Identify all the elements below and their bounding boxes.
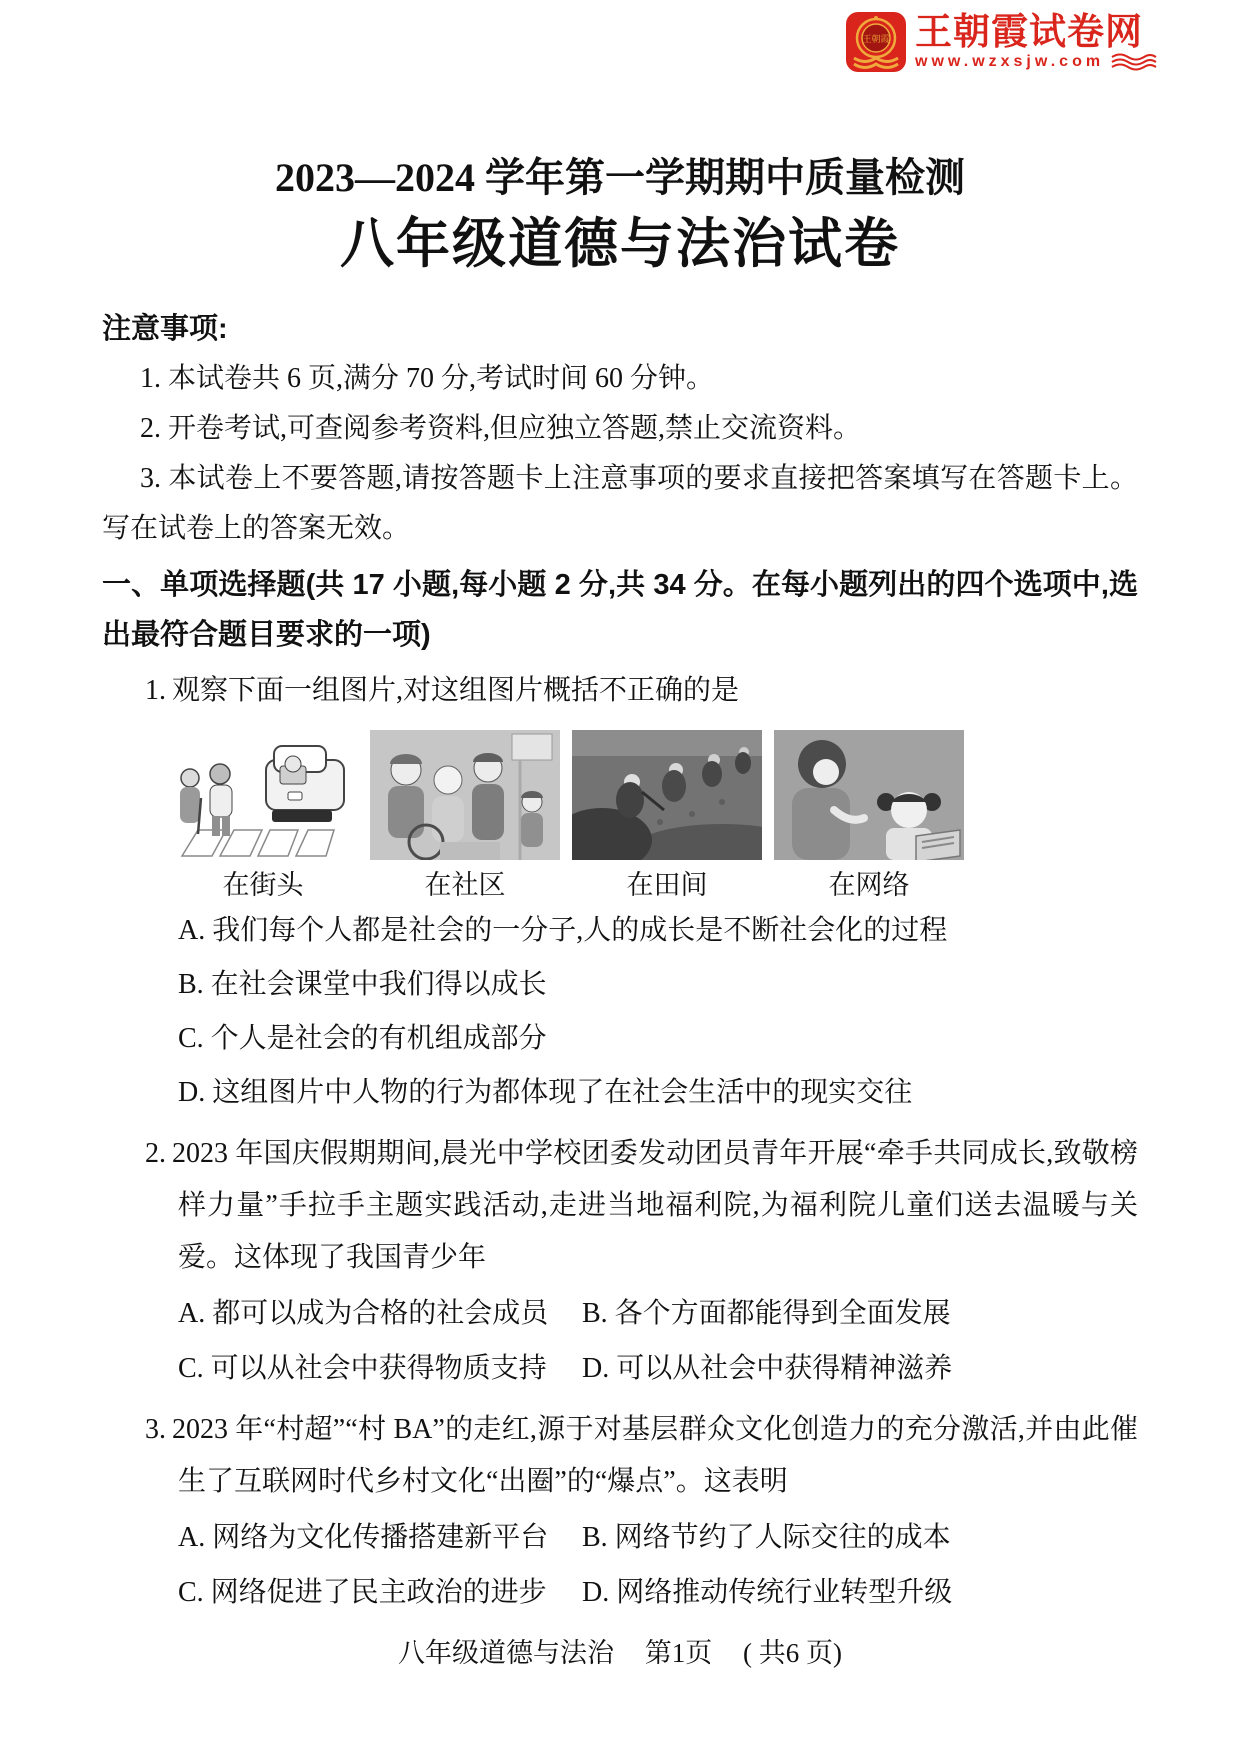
picture-field-caption: 在田间 [626, 870, 708, 900]
question-3-option-c: C. 网络促进了民主政治的进步 [178, 1577, 547, 1608]
picture-online-caption: 在网络 [828, 870, 910, 900]
svg-text:王朝霞: 王朝霞 [862, 34, 890, 44]
question-1-option-d: D. 这组图片中人物的行为都体现了在社会生活中的现实交往 [178, 1077, 913, 1108]
footer-page-total: ( 共6 页) [743, 1638, 842, 1668]
section1-heading: 一、单项选择题(共 17 小题,每小题 2 分,共 34 分。在每小题列出的四个选项中,选出最符合题目要求的一项) [102, 569, 1138, 651]
question-2-stem: 2023 年国庆假期期间,晨光中学校团委发动团员青年开展“牵手共同成长,致敬榜样力量”手拉手主题实践活动,走进当地福利院,为福利院儿童们送去温暖与关爱。这体现了我国青少年 [172, 1138, 1138, 1273]
community-volunteers-cartoon-image [370, 730, 560, 860]
notice-item-1: 1. 本试卷共 6 页,满分 70 分,考试时间 60 分钟。 [140, 363, 715, 394]
wave-lines-icon [1110, 53, 1158, 71]
question-1-option-a: A. 我们每个人都是社会的一分子,人的成长是不断社会化的过程 [178, 915, 948, 946]
question-1-option-b: B. 在社会课堂中我们得以成长 [178, 969, 547, 1000]
question-2-option-a: A. 都可以成为合格的社会成员 [178, 1298, 549, 1329]
picture-online [774, 730, 964, 902]
exam-title-line1: 2023—2024 学年第一学期期中质量检测 [275, 155, 965, 200]
site-url: www.wzxsjw.com [915, 53, 1105, 70]
question-3-option-b: B. 网络节约了人际交往的成本 [582, 1522, 951, 1553]
question-3 [145, 1404, 1138, 1508]
question-3-option-a: A. 网络为文化传播搭建新平台 [178, 1522, 549, 1553]
question-3-number: 3. [145, 1414, 166, 1445]
notice-item-3: 3. 本试卷上不要答题,请按答题卡上注意事项的要求直接把答案填写在答题卡上。写在试卷上的答案无效。 [102, 463, 1138, 544]
picture-street [168, 730, 358, 902]
question-1-stem: 观察下面一组图片,对这组图片概括不正确的是 [172, 675, 740, 706]
question-1-number: 1. [145, 675, 166, 706]
question-2-option-b: B. 各个方面都能得到全面发展 [582, 1298, 951, 1329]
site-name: 王朝霞试卷网 [915, 11, 1143, 52]
footer-page-number: 第1页 [644, 1638, 713, 1668]
wzx-emblem-icon [846, 12, 906, 72]
question-1 [145, 666, 1138, 716]
picture-community-caption: 在社区 [424, 870, 506, 900]
question-3-stem: 2023 年“村超”“村 BA”的走红,源于对基层群众文化创造力的充分激活,并由此催生了互联网时代乡村文化“出圈”的“爆点”。这表明 [172, 1414, 1138, 1497]
notice-item-2: 2. 开卷考试,可查阅参考资料,但应独立答题,禁止交流资料。 [140, 413, 862, 444]
exam-title-line2: 八年级道德与法治试卷 [340, 214, 900, 274]
question-2-number: 2. [145, 1138, 166, 1169]
question-2-option-c: C. 可以从社会中获得物质支持 [178, 1353, 547, 1384]
question-1-options [178, 904, 1138, 1120]
field-work-photo-image [572, 730, 762, 860]
question-2-options [178, 1286, 1138, 1396]
question-2 [145, 1128, 1138, 1284]
question-3-option-d: D. 网络推动传统行业转型升级 [582, 1577, 953, 1608]
page-footer [0, 1628, 1240, 1678]
picture-field [572, 730, 762, 902]
picture-street-caption: 在街头 [222, 870, 304, 900]
mother-child-online-cartoon-image [774, 730, 964, 860]
question-3-options [178, 1510, 1138, 1620]
street-crossing-cartoon-image [168, 730, 358, 860]
question-1-option-c: C. 个人是社会的有机组成部分 [178, 1023, 547, 1054]
picture-community [370, 730, 560, 902]
footer-subject: 八年级道德与法治 [398, 1638, 614, 1668]
question-2-option-d: D. 可以从社会中获得精神滋养 [582, 1353, 953, 1384]
question-1-picture-strip [168, 730, 964, 902]
site-logo [846, 12, 1158, 72]
notice-heading: 注意事项: [102, 313, 228, 345]
